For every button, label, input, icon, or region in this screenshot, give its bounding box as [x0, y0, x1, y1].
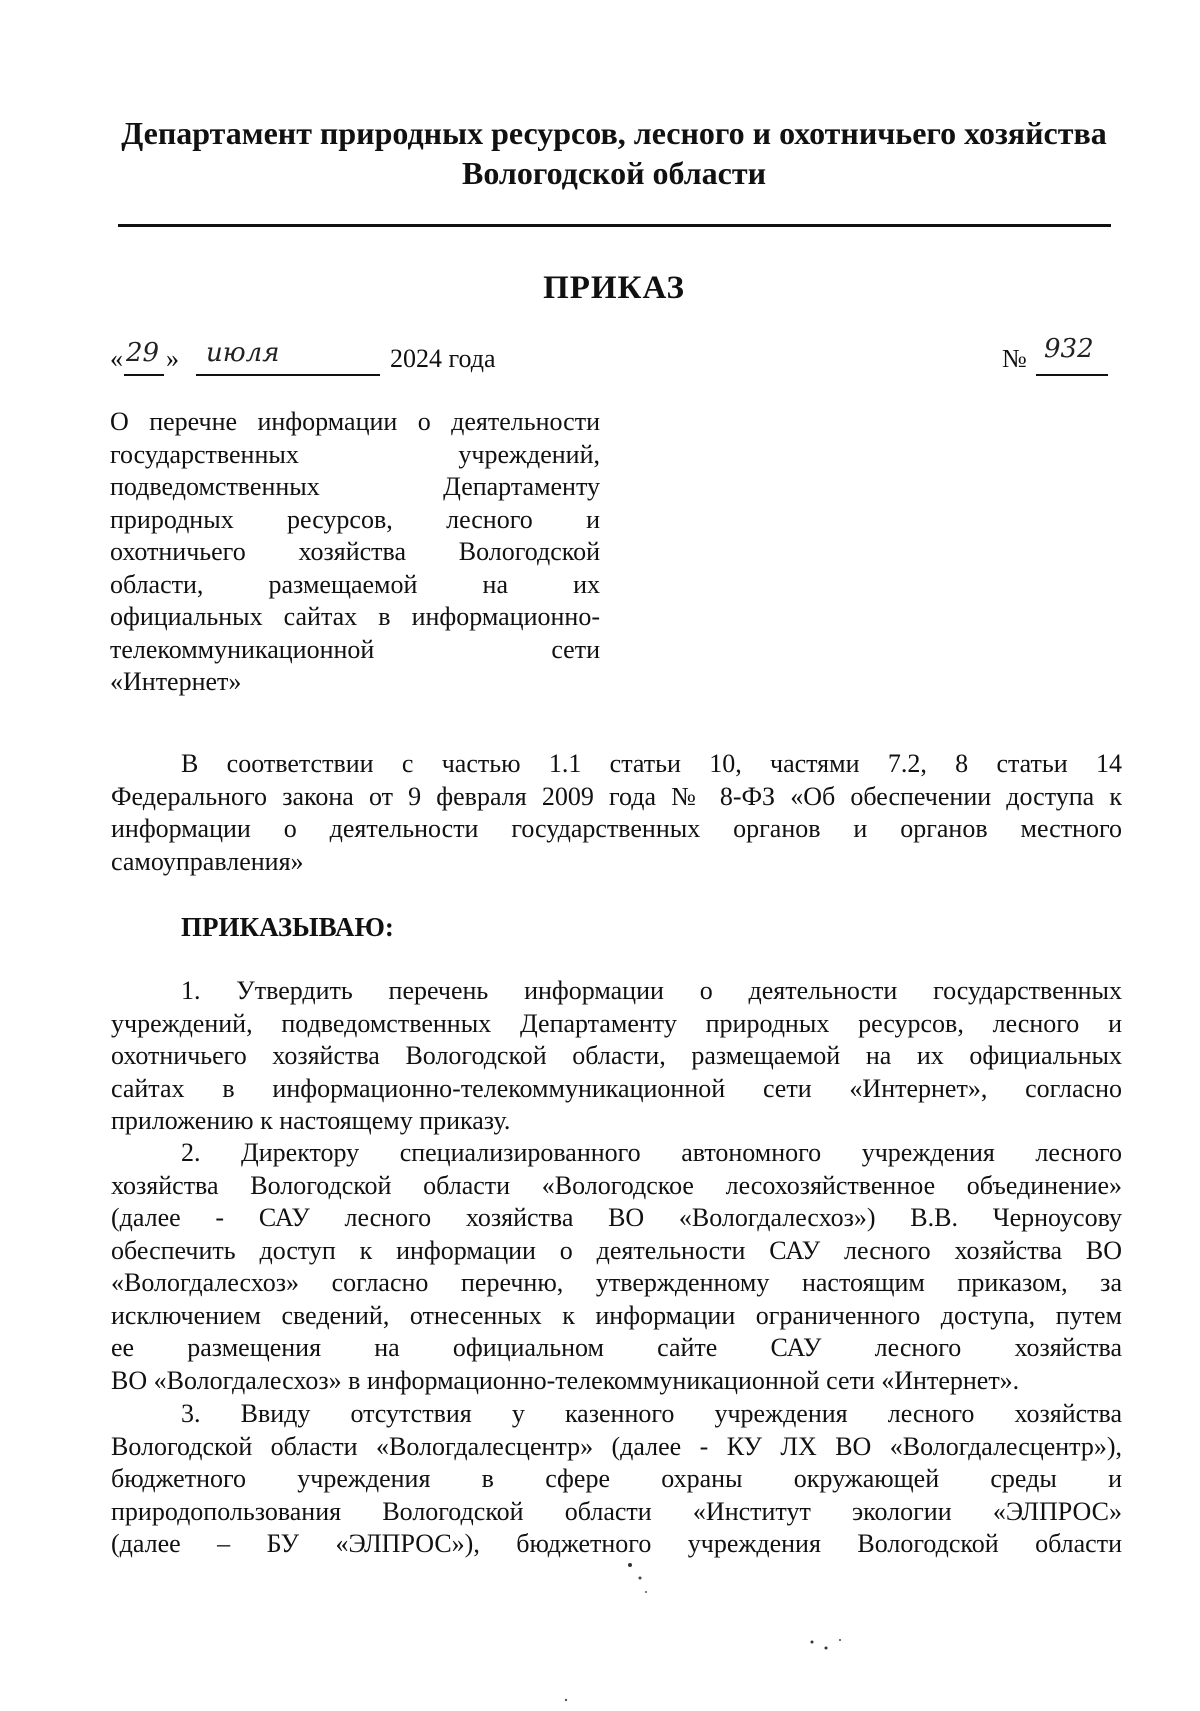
- clause-line: учреждений, подведомственных Департаменту природных ресурсов, лесного и: [111, 1008, 1122, 1038]
- department-name-line-1: Департамент природных ресурсов, лесного и охотничьего хозяйства: [121, 115, 1107, 151]
- preamble-line: В соответствии с частью 1.1 статьи 10, частями 7.2, 8 статьи 14: [181, 749, 1122, 778]
- subject-line: официальных сайтах в информационно-: [110, 602, 600, 631]
- subject-line: «Интернет»: [110, 667, 242, 696]
- preamble-line: самоуправления»: [111, 846, 304, 876]
- clause-line: 2. Директору специализированного автономного учреждения лесного: [181, 1138, 1122, 1167]
- handwritten-month: июля: [206, 338, 280, 368]
- clause-line: 1. Утвердить перечень информации о деятельности государственных: [181, 976, 1122, 1005]
- number-label: №: [1002, 344, 1027, 373]
- clause-line: природопользования Вологодской области «Институт экологии «ЭЛПРОС»: [111, 1496, 1122, 1526]
- subject-line: телекоммуникационной сети: [110, 634, 600, 664]
- handwritten-order-number: 932: [1044, 334, 1094, 364]
- clause-line: приложению к настоящему приказу.: [111, 1106, 511, 1135]
- clause-line: ее размещения на официальном сайте САУ лесного хозяйства: [111, 1333, 1122, 1362]
- clause-line: обеспечить доступ к информации о деятельности САУ лесного хозяйства ВО: [111, 1235, 1122, 1265]
- clause-line: Вологодской области «Вологдалесцентр» (далее - КУ ЛХ ВО «Вологдалесцентр»),: [111, 1431, 1122, 1461]
- subject-line: О перечне информации о деятельности: [110, 407, 600, 436]
- clause-line: исключением сведений, отнесенных к информации ограниченного доступа, путем: [111, 1300, 1122, 1330]
- clause-line: ВО «Вологдалесхоз» в информационно-телекоммуникационной сети «Интернет».: [111, 1365, 1020, 1395]
- subject-line: области, размещаемой на их: [110, 569, 600, 599]
- clause-line: бюджетного учреждения в сфере охраны окружающей среды и: [111, 1464, 1122, 1493]
- subject-line: природных ресурсов, лесного и: [110, 504, 600, 534]
- clause-line: «Вологдалесхоз» согласно перечню, утвержденному настоящим приказом, за: [111, 1268, 1122, 1297]
- date-close-quote: »: [166, 344, 179, 373]
- order-title: ПРИКАЗ: [543, 270, 685, 306]
- subject-line: охотничьего хозяйства Вологодской: [110, 537, 600, 566]
- preamble-line: Федерального закона от 9 февраля 2009 года № 8-ФЗ «Об обеспечении доступа к: [111, 781, 1122, 811]
- department-name-line-2: Вологодской области: [461, 155, 767, 191]
- clause-line: сайтах в информационно-телекоммуникационной сети «Интернет», согласно: [111, 1073, 1122, 1103]
- clause-line: (далее - САУ лесного хозяйства ВО «Вологдалесхоз») В.В. Черноусову: [111, 1203, 1122, 1232]
- handwritten-day: 29: [126, 338, 160, 368]
- clause-line: (далее – БУ «ЭЛПРОС»), бюджетного учреждения Вологодской области: [111, 1529, 1122, 1558]
- subject-line: подведомственных Департаменту: [110, 472, 600, 501]
- clause-line: охотничьего хозяйства Вологодской области, размещаемой на их официальных: [111, 1041, 1122, 1070]
- year-text: 2024 года: [390, 344, 496, 373]
- order-verb: ПРИКАЗЫВАЮ:: [181, 912, 394, 942]
- date-open-quote: «: [110, 344, 123, 373]
- preamble-line: информации о деятельности государственных органов и органов местного: [111, 814, 1122, 843]
- clause-line: 3. Ввиду отсутствия у казенного учреждения лесного хозяйства: [181, 1399, 1122, 1428]
- clause-line: хозяйства Вологодской области «Вологодское лесохозяйственное объединение»: [111, 1170, 1122, 1200]
- subject-line: государственных учреждений,: [110, 439, 600, 469]
